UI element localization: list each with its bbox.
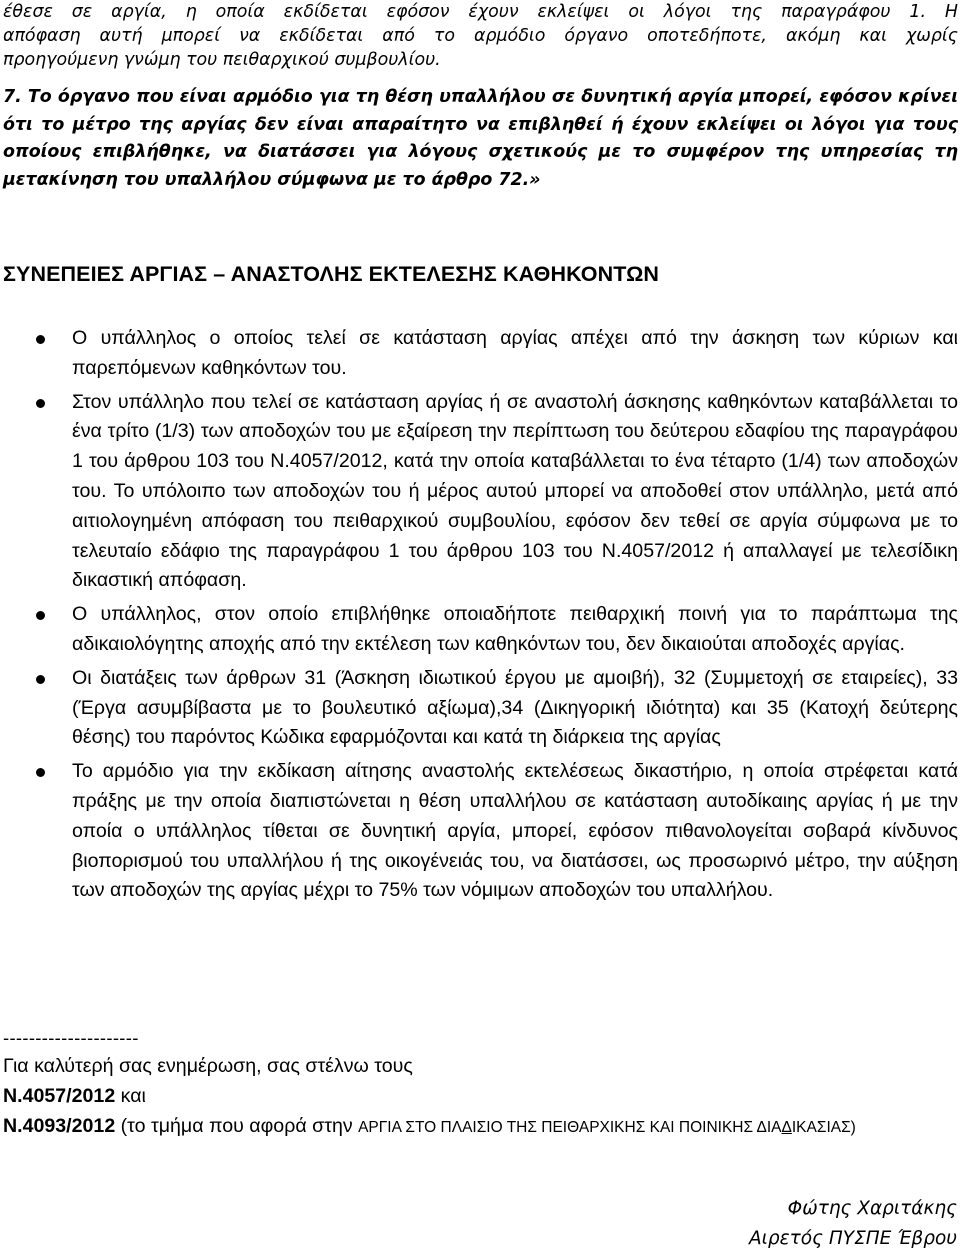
law-number: Ν.4093/2012 <box>3 1115 116 1137</box>
law-section-title-end: ΙΚΑΣΙΑΣ) <box>791 1119 856 1136</box>
list-item <box>0 388 960 597</box>
intro-line: απόφαση αυτή μπορεί να εκδίδεται από το αρμόδιο όργανο οποτεδήποτε, ακόμη και χωρίς <box>3 26 958 46</box>
list-item-text: Το αρμόδιο για την εκδίκαση αίτησης αναστολής εκτελέσεως δικαστήριο, η οποία στρέφεται κατά πράξης με την οποία διαπιστώνεται η θέση υπαλλήλου σε κατάσταση αυτοδίκαιης αργίας ή με την οποία ο υπάλληλος τίθεται σε δυνητική αργία, μπορεί, εφόσον πιθανολογείται σοβαρά κίνδυνος βιοπορισμού του υπαλλήλου ή της οικογένειάς του, να διατάσσει, ως προσωρινό μέτρο, την αύξηση των αποδοχών της αργίας μέχρι το 75% των νόμιμων αποδοχών του υπαλλήλου. <box>72 760 958 902</box>
intro-line: προηγούμενη γνώμη του πειθαρχικού συμβουλίου. <box>3 50 441 70</box>
law-description: (το τμήμα που αφορά στην <box>115 1115 359 1137</box>
consequences-list <box>0 324 960 910</box>
list-item <box>0 664 960 753</box>
law-suffix: και <box>115 1085 146 1107</box>
intro-line: έθεσε σε αργία, η οποία εκδίδεται εφόσον έχουν εκλείψει οι λόγοι της παραγράφου 1. Η <box>3 2 958 22</box>
list-item <box>0 757 960 906</box>
separator-line: --------------------- <box>3 1027 139 1048</box>
bullet-icon <box>36 611 45 620</box>
footer-note: Για καλύτερή σας ενημέρωση, σας στέλνω τους <box>3 1055 413 1077</box>
list-item-text: Ο υπάλληλος, στον οποίο επιβλήθηκε οποιαδήποτε πειθαρχική ποινή για το παράπτωμα της αδικαιολόγητης αποχής από την εκτέλεση των καθηκόντων του, δεν δικαιούται αποδοχές αργίας. <box>72 603 958 655</box>
law-number: Ν.4057/2012 <box>3 1085 116 1107</box>
list-item-text: Ο υπάλληλος ο οποίος τελεί σε κατάσταση αργίας απέχει από την άσκηση των κύριων και παρεπόμενων καθηκόντων του. <box>72 327 958 379</box>
paragraph-7: 7. Το όργανο που είναι αρμόδιο για τη θέση υπαλλήλου σε δυνητική αργία μπορεί, εφόσον κρίνει ότι το μέτρο της αργίας δεν είναι απαραίτητο να επιβληθεί ή έχουν εκλείψει οι λόγοι για τους οποίους επιβλήθηκε, να διατάσσει για λόγους σχετικούς με το συμφέρον της υπηρεσίας τη μετακίνηση του υπαλλήλου σύμφωνα με το άρθρο 72.» <box>3 87 958 190</box>
section-heading: ΣΥΝΕΠΕΙΕΣ ΑΡΓΙΑΣ – ΑΝΑΣΤΟΛΗΣ ΕΚΤΕΛΕΣΗΣ ΚΑΘΗΚΟΝΤΩΝ <box>3 262 660 286</box>
bullet-icon <box>36 399 45 408</box>
bullet-icon <box>36 768 45 777</box>
signature-role: Αιρετός ΠΥΣΠΕ Έβρου <box>749 1228 957 1249</box>
signature-name: Φώτης Χαριτάκης <box>787 1198 957 1219</box>
law-section-title: ΑΡΓΙΑ ΣΤΟ ΠΛΑΙΣΙΟ ΤΗΣ ΠΕΙΘΑΡΧΙΚΗΣ ΚΑΙ ΠΟΙΝΙΚΗΣ ΔΙΑ <box>358 1119 782 1136</box>
bullet-icon <box>36 675 45 684</box>
list-item <box>0 600 960 660</box>
bullet-icon <box>36 335 45 344</box>
list-item <box>0 324 960 384</box>
law-reference-2 <box>3 1114 856 1140</box>
intro-paragraph <box>3 0 958 72</box>
law-reference-1 <box>3 1084 146 1108</box>
list-item-text: Οι διατάξεις των άρθρων 31 (Άσκηση ιδιωτικού έργου με αμοιβή), 32 (Συμμετοχή σε εταιρείες), 33 (Έργα ασυμβίβαστα με το βουλευτικό αξίωμα),34 (Δικηγορική ιδιότητα) και 35 (Κατοχή δεύτερης θέσης) του παρόντος Κώδικα εφαρμόζονται και κατά τη διάρκεια της αργίας <box>72 666 958 749</box>
law-section-title-underlined: Δ <box>781 1119 792 1136</box>
list-item-text: Στον υπάλληλο που τελεί σε κατάσταση αργίας ή σε αναστολή άσκησης καθηκόντων καταβάλλεται το ένα τρίτο (1/3) των αποδοχών του με εξαίρεση την περίπτωση του δεύτερου εδαφίου της παραγράφου 1 του άρθρου 103 του Ν.4057/2012, κατά την οποία καταβάλλεται το ένα τέταρτο (1/4) των αποδοχών του. Το υπόλοιπο των αποδοχών του ή μέρος αυτού μπορεί να αποδοθεί στον υπάλληλο, μετά από αιτιολογημένη απόφαση του πειθαρχικού συμβουλίου, εφόσον δεν τεθεί σε αργία σύμφωνα με το τελευταίο εδάφιο της παραγράφου 1 του άρθρου 103 του Ν.4057/2012 ή απαλλαγεί με τελεσίδικη δικαστική απόφαση. <box>72 390 958 592</box>
